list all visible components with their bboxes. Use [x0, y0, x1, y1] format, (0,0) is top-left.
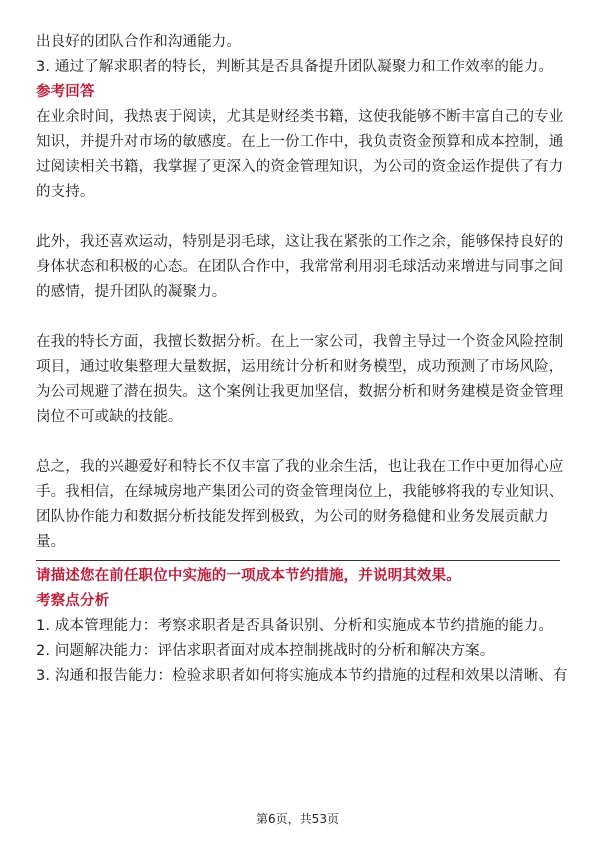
- text-line: 项目，通过收集整理大量数据，运用统计分析和财务模型，成功预测了市场风险，: [36, 359, 564, 375]
- text-line: 过阅读相关书籍，我掌握了更深入的资金管理知识，为公司的资金运作提供了有力: [36, 159, 564, 175]
- text-line: 在我的特长方面，我擅长数据分析。在上一家公司，我曾主导过一个资金风险控制: [36, 334, 564, 350]
- text-line: 团队协作能力和数据分析技能发挥到极致，为公司的财务稳健和业务发展贡献力: [36, 509, 549, 525]
- text-line: 知识，并提升对市场的敏感度。在上一份工作中，我负责资金预算和成本控制，通: [36, 134, 564, 150]
- text-line: 在业余时间，我热衷于阅读，尤其是财经类书籍，这使我能够不断丰富自己的专业: [36, 109, 564, 125]
- analysis-heading: 考察点分析: [36, 593, 110, 609]
- page-number: 第6页，共53页: [256, 812, 339, 826]
- text-line: 手。我相信，在绿城房地产集团公司的资金管理岗位上，我能够将我的专业知识、: [36, 484, 564, 500]
- text-line: 的支持。: [36, 184, 95, 200]
- paragraph-gap: [36, 430, 560, 455]
- page-content: [36, 30, 568, 689]
- paragraph-gap: [36, 305, 560, 330]
- text-line: 岗位不可或缺的技能。: [36, 409, 183, 425]
- question-heading: 请描述您在前任职位中实施的一项成本节约措施，并说明其效果。: [36, 568, 461, 584]
- analysis-item: 1. 成本管理能力：考察求职者是否具备识别、分析和实施成本节约措施的能力。: [36, 618, 553, 634]
- text-line: 的感情，提升团队的凝聚力。: [36, 284, 227, 300]
- analysis-item: 3. 沟通和报告能力：检验求职者如何将实施成本节约措施的过程和效果以清晰、有: [36, 668, 568, 684]
- paragraph-gap: [36, 205, 560, 230]
- text-line: 总之，我的兴趣爱好和特长不仅丰富了我的业余生活，也让我在工作中更加得心应: [36, 459, 564, 475]
- section-divider: [36, 560, 560, 561]
- text-line: 此外，我还喜欢运动，特别是羽毛球，这让我在紧张的工作之余，能够保持良好的: [36, 234, 564, 250]
- text-line: 3. 通过了解求职者的特长，判断其是否具备提升团队凝聚力和工作效率的能力。: [36, 59, 553, 75]
- text-line: 出良好的团队合作和沟通能力。: [36, 34, 242, 50]
- analysis-item: 2. 问题解决能力：评估求职者面对成本控制挑战时的分析和解决方案。: [36, 643, 495, 659]
- text-line: 量。: [36, 534, 66, 550]
- text-line: 为公司规避了潜在损失。这个案例让我更加坚信，数据分析和财务建模是资金管理: [36, 384, 564, 400]
- text-line: 身体状态和积极的心态。在团队合作中，我常常利用羽毛球活动来增进与同事之间: [36, 259, 564, 275]
- answer-heading: 参考回答: [36, 84, 95, 100]
